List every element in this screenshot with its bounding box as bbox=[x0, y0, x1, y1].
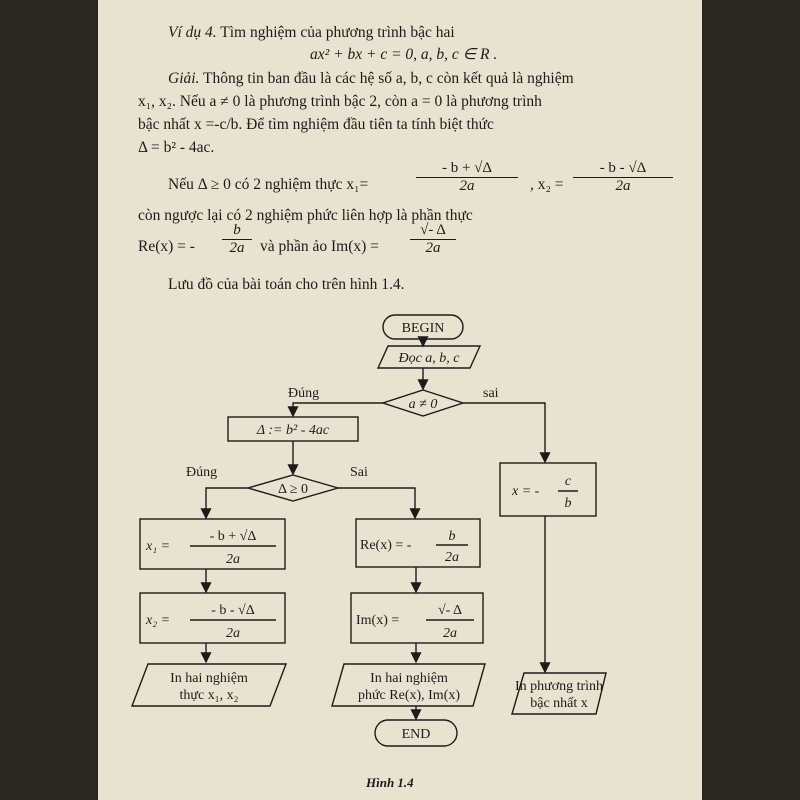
re-denominator: 2a bbox=[445, 550, 459, 565]
output-linear-line1: In phương trình bbox=[514, 679, 604, 694]
x2-denominator: 2a bbox=[226, 626, 240, 641]
flowchart-diagram bbox=[98, 0, 702, 800]
input-label: Đọc a, b, c bbox=[398, 351, 460, 366]
output-real-line1: In hai nghiệm bbox=[170, 671, 248, 686]
figure-caption: Hình 1.4 bbox=[366, 775, 414, 790]
x2-label: , x₂ = bbox=[530, 176, 564, 193]
linear-denominator: b bbox=[564, 496, 572, 511]
book-page bbox=[98, 0, 702, 800]
im-fraction: $\frac{√- \Delta}{2a}$ bbox=[410, 222, 456, 257]
end-label: END bbox=[401, 727, 431, 742]
flowchart-intro: Lưu đồ của bài toán cho trên hình 1.4. bbox=[168, 276, 405, 293]
output-complex-line2: phức Re(x), Im(x) bbox=[357, 688, 461, 703]
solution-line-1: Giải. Thông tin ban đầu là các hệ số a, b, c còn kết quả là nghiệm bbox=[168, 70, 574, 87]
im-label: và phần ảo Im(x) = bbox=[260, 238, 379, 255]
example-title: Tìm nghiệm của phương trình bậc hai bbox=[220, 24, 455, 41]
output-linear-line2: bậc nhất x bbox=[530, 696, 588, 711]
solution-label: Giải. bbox=[168, 70, 200, 87]
re-label: Re(x) = - bbox=[138, 238, 195, 255]
cond2-yes-label: Đúng bbox=[186, 465, 218, 480]
delta-label: Δ := b² - 4ac bbox=[256, 423, 330, 438]
output-complex-line1: In hai nghiệm bbox=[370, 671, 448, 686]
cond1-label: a ≠ 0 bbox=[408, 397, 438, 412]
im-denominator: 2a bbox=[443, 626, 457, 641]
re-fraction: $\frac{b}{2a}$ bbox=[222, 222, 252, 257]
im-lhs: Im(x) = bbox=[356, 613, 400, 628]
roots-real-text: Nếu Δ ≥ 0 có 2 nghiệm thực x₁= bbox=[168, 176, 369, 193]
x2-lhs: x₂ = bbox=[146, 613, 171, 628]
linear-numerator: c bbox=[564, 474, 572, 489]
cond1-no-label: sai bbox=[483, 386, 499, 401]
cond2-label: Δ ≥ 0 bbox=[278, 482, 308, 497]
cond1-yes-label: Đúng bbox=[288, 386, 320, 401]
example-label: Ví dụ 4. bbox=[168, 24, 217, 41]
re-lhs: Re(x) = - bbox=[360, 538, 412, 553]
solution-line-2: x₁, x₂. Nếu a ≠ 0 là phương trình bậc 2, còn a = 0 là phương trình bbox=[138, 93, 542, 110]
re-numerator: b bbox=[448, 529, 456, 544]
x1-lhs: x₁ = bbox=[146, 539, 171, 554]
x1-numerator: - b + √Δ bbox=[209, 529, 257, 544]
im-numerator: √- Δ bbox=[437, 603, 463, 618]
output-real-line2: thực x₁, x₂ bbox=[179, 688, 239, 703]
begin-label: BEGIN bbox=[401, 321, 445, 336]
x2-fraction: $\frac{- b - √\Delta}{2a}$ bbox=[573, 160, 673, 195]
x1-denominator: 2a bbox=[226, 552, 240, 567]
solution-line-4: Δ = b² - 4ac. bbox=[138, 139, 215, 156]
quadratic-equation: ax² + bx + c = 0, a, b, c ∈ R . bbox=[310, 46, 498, 63]
x1-fraction: $\frac{- b + √\Delta}{2a}$ bbox=[416, 160, 518, 195]
solution-line-3: bậc nhất x =-c/b. Để tìm nghiệm đầu tiên ta tính biệt thức bbox=[138, 116, 494, 133]
linear-lhs: x = - bbox=[512, 484, 540, 499]
complex-roots-text: còn ngược lại có 2 nghiệm phức liên hợp là phần thực bbox=[138, 207, 473, 224]
cond2-no-label: Sai bbox=[350, 465, 368, 480]
x2-numerator: - b - √Δ bbox=[211, 603, 255, 618]
